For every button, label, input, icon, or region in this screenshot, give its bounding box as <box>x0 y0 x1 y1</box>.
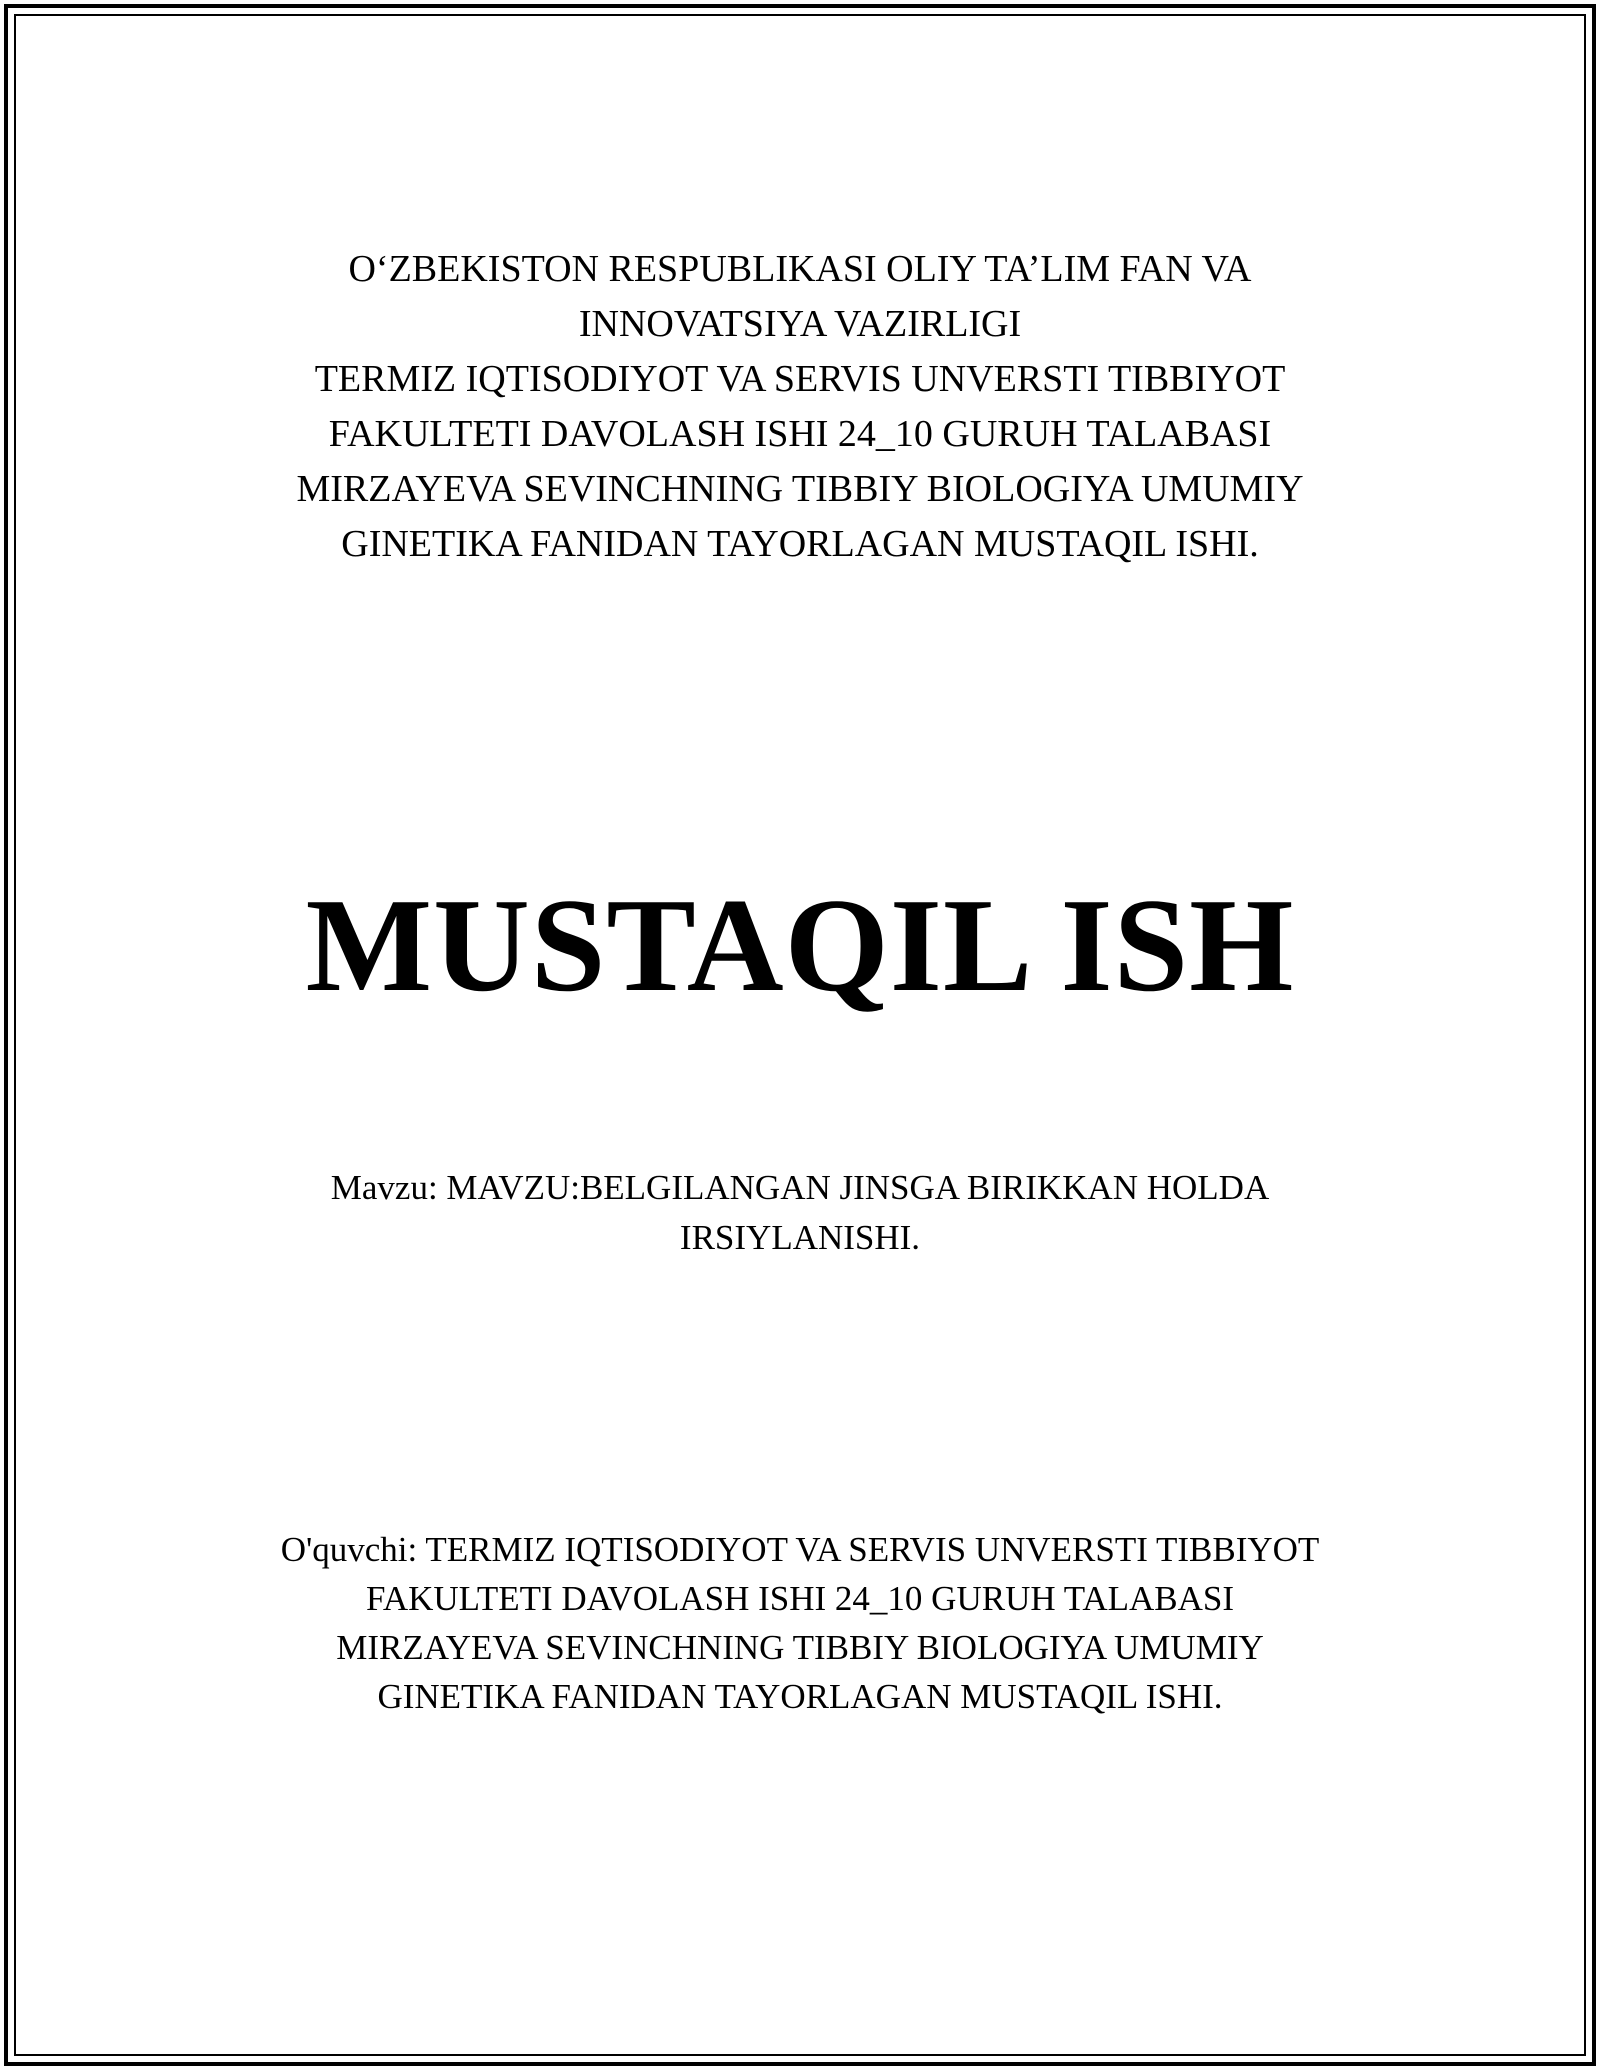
document-title: MUSTAQIL ISH <box>305 871 1295 1019</box>
student-line: MIRZAYEVA SEVINCHNING TIBBIY BIOLOGIYA UMUMIY <box>336 1628 1264 1667</box>
student-line: GINETIKA FANIDAN TAYORLAGAN MUSTAQIL ISHI. <box>377 1677 1223 1716</box>
header-line: O‘ZBEKISTON RESPUBLIKASI OLIY TA’LIM FAN VA <box>348 248 1252 290</box>
topic-section <box>0 1163 1600 1263</box>
header-line: GINETIKA FANIDAN TAYORLAGAN MUSTAQIL ISHI. <box>341 523 1259 565</box>
student-line: FAKULTETI DAVOLASH ISHI 24_10 GURUH TALABASI <box>365 1579 1234 1618</box>
student-section <box>0 1525 1600 1721</box>
institution-header <box>0 242 1600 572</box>
student-line: O'quvchi: TERMIZ IQTISODIYOT VA SERVIS UNVERSTI TIBBIYOT <box>280 1530 1320 1569</box>
header-line: INNOVATSIYA VAZIRLIGI <box>578 303 1022 345</box>
header-line: TERMIZ IQTISODIYOT VA SERVIS UNVERSTI TIBBIYOT <box>314 358 1286 400</box>
header-line: FAKULTETI DAVOLASH ISHI 24_10 GURUH TALABASI <box>328 413 1272 455</box>
topic-line: IRSIYLANISHI. <box>679 1218 921 1257</box>
header-line: MIRZAYEVA SEVINCHNING TIBBIY BIOLOGIYA UMUMIY <box>296 468 1304 510</box>
topic-line: Mavzu: MAVZU:BELGILANGAN JINSGA BIRIKKAN HOLDA <box>330 1168 1270 1207</box>
